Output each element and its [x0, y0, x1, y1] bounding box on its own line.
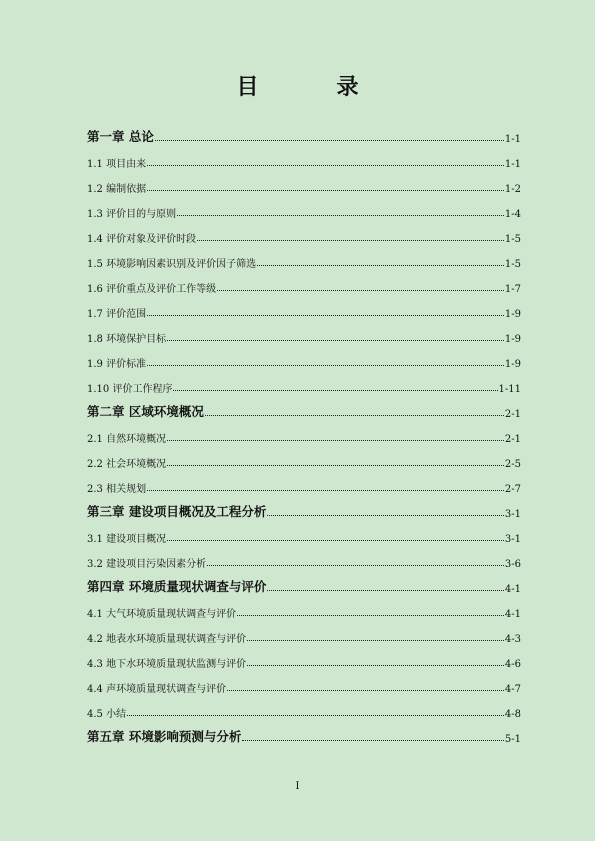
- dot-leader: [147, 489, 504, 491]
- dot-leader: [167, 439, 504, 441]
- dot-leader: [147, 314, 504, 316]
- toc-entry-label: 2.1 自然环境概况: [87, 434, 167, 445]
- toc-entry-label: 4.2 地表水环境质量现状调查与评价: [87, 634, 247, 645]
- toc-entry-label: 1.7 评价范围: [87, 309, 147, 320]
- toc-entry-label: 4.1 大气环境质量现状调查与评价: [87, 609, 237, 620]
- dot-leader: [177, 214, 504, 216]
- toc-section-entry[interactable]: [87, 422, 521, 447]
- toc-section-entry[interactable]: [87, 347, 521, 372]
- dot-leader: [242, 739, 504, 741]
- toc-entry-page: 1-7: [504, 284, 521, 295]
- toc-entry-label: 第一章 总论: [87, 129, 154, 144]
- toc-chapter-entry[interactable]: [87, 497, 521, 522]
- toc-entry-page: 2-1: [504, 434, 521, 445]
- toc-entry-page: 1-11: [498, 384, 521, 395]
- toc-entry-label: 4.3 地下水环境质量现状监测与评价: [87, 659, 247, 670]
- toc-entry-label: 第二章 区域环境概况: [87, 404, 204, 419]
- toc-section-entry[interactable]: [87, 522, 521, 547]
- toc-entry-page: 1-1: [504, 134, 521, 145]
- toc-section-entry[interactable]: [87, 147, 521, 172]
- toc-section-entry[interactable]: [87, 647, 521, 672]
- toc-entry-label: 1.1 项目由来: [87, 159, 147, 170]
- toc-entry-page: 1-9: [504, 309, 521, 320]
- toc-entry-label: 1.4 评价对象及评价时段: [87, 234, 197, 245]
- toc-section-entry[interactable]: [87, 547, 521, 572]
- dot-leader: [207, 564, 504, 566]
- table-of-contents: [87, 122, 521, 747]
- toc-entry-label: 1.3 评价目的与原则: [87, 209, 177, 220]
- dot-leader: [127, 714, 504, 716]
- toc-entry-page: 4-7: [504, 684, 521, 695]
- dot-leader: [205, 414, 504, 416]
- toc-chapter-entry[interactable]: [87, 122, 521, 147]
- toc-section-entry[interactable]: [87, 697, 521, 722]
- toc-section-entry[interactable]: [87, 222, 521, 247]
- toc-section-entry[interactable]: [87, 272, 521, 297]
- toc-entry-page: 1-2: [504, 184, 521, 195]
- toc-entry-page: 2-7: [504, 484, 521, 495]
- dot-leader: [227, 689, 504, 691]
- toc-entry-page: 1-9: [504, 359, 521, 370]
- toc-section-entry[interactable]: [87, 322, 521, 347]
- dot-leader: [147, 364, 504, 366]
- toc-section-entry[interactable]: [87, 197, 521, 222]
- toc-title: 目 录: [236, 75, 387, 100]
- toc-entry-label: 1.10 评价工作程序: [87, 384, 173, 395]
- dot-leader: [217, 289, 504, 291]
- toc-entry-label: 第三章 建设项目概况及工程分析: [87, 504, 267, 519]
- dot-leader: [167, 464, 504, 466]
- toc-section-entry[interactable]: [87, 672, 521, 697]
- dot-leader: [237, 614, 504, 616]
- toc-entry-page: 1-5: [504, 234, 521, 245]
- dot-leader: [197, 239, 504, 241]
- dot-leader: [267, 589, 504, 591]
- dot-leader: [173, 389, 497, 391]
- toc-entry-page: 3-1: [504, 534, 521, 545]
- toc-entry-label: 1.6 评价重点及评价工作等级: [87, 284, 217, 295]
- toc-entry-label: 2.2 社会环境概况: [87, 459, 167, 470]
- toc-entry-page: 4-1: [504, 584, 521, 595]
- dot-leader: [257, 264, 504, 266]
- toc-entry-page: 1-9: [504, 334, 521, 345]
- toc-entry-page: 1-4: [504, 209, 521, 220]
- dot-leader: [155, 139, 504, 141]
- toc-entry-label: 2.3 相关规划: [87, 484, 147, 495]
- toc-section-entry[interactable]: [87, 622, 521, 647]
- toc-entry-page: 2-5: [504, 459, 521, 470]
- toc-section-entry[interactable]: [87, 172, 521, 197]
- toc-section-entry[interactable]: [87, 297, 521, 322]
- dot-leader: [167, 339, 504, 341]
- toc-entry-page: 4-3: [504, 634, 521, 645]
- toc-entry-label: 第四章 环境质量现状调查与评价: [87, 579, 267, 594]
- toc-entry-page: 1-5: [504, 259, 521, 270]
- toc-entry-page: 5-1: [504, 734, 521, 745]
- dot-leader: [247, 639, 504, 641]
- toc-entry-page: 1-1: [504, 159, 521, 170]
- toc-entry-label: 4.5 小结: [87, 709, 127, 720]
- dot-leader: [247, 664, 504, 666]
- toc-entry-page: 4-6: [504, 659, 521, 670]
- toc-section-entry[interactable]: [87, 472, 521, 497]
- toc-chapter-entry[interactable]: [87, 397, 521, 422]
- toc-section-entry[interactable]: [87, 597, 521, 622]
- dot-leader: [267, 514, 504, 516]
- toc-section-entry[interactable]: [87, 247, 521, 272]
- toc-chapter-entry[interactable]: [87, 572, 521, 597]
- toc-entry-label: 1.2 编制依据: [87, 184, 147, 195]
- toc-entry-page: 2-1: [504, 409, 521, 420]
- toc-entry-label: 1.5 环境影响因素识别及评价因子筛选: [87, 259, 257, 270]
- toc-entry-label: 3.1 建设项目概况: [87, 534, 167, 545]
- dot-leader: [147, 164, 504, 166]
- toc-entry-page: 4-8: [504, 709, 521, 720]
- toc-entry-label: 第五章 环境影响预测与分析: [87, 729, 242, 744]
- toc-entry-page: 4-1: [504, 609, 521, 620]
- toc-entry-label: 1.8 环境保护目标: [87, 334, 167, 345]
- dot-leader: [147, 189, 504, 191]
- toc-chapter-entry[interactable]: [87, 722, 521, 747]
- toc-section-entry[interactable]: [87, 447, 521, 472]
- toc-entry-label: 3.2 建设项目污染因素分析: [87, 559, 207, 570]
- page-number: I: [295, 781, 300, 792]
- toc-entry-page: 3-1: [504, 509, 521, 520]
- toc-section-entry[interactable]: [87, 372, 521, 397]
- toc-entry-label: 4.4 声环境质量现状调查与评价: [87, 684, 227, 695]
- dot-leader: [167, 539, 504, 541]
- toc-entry-page: 3-6: [504, 559, 521, 570]
- toc-entry-label: 1.9 评价标准: [87, 359, 147, 370]
